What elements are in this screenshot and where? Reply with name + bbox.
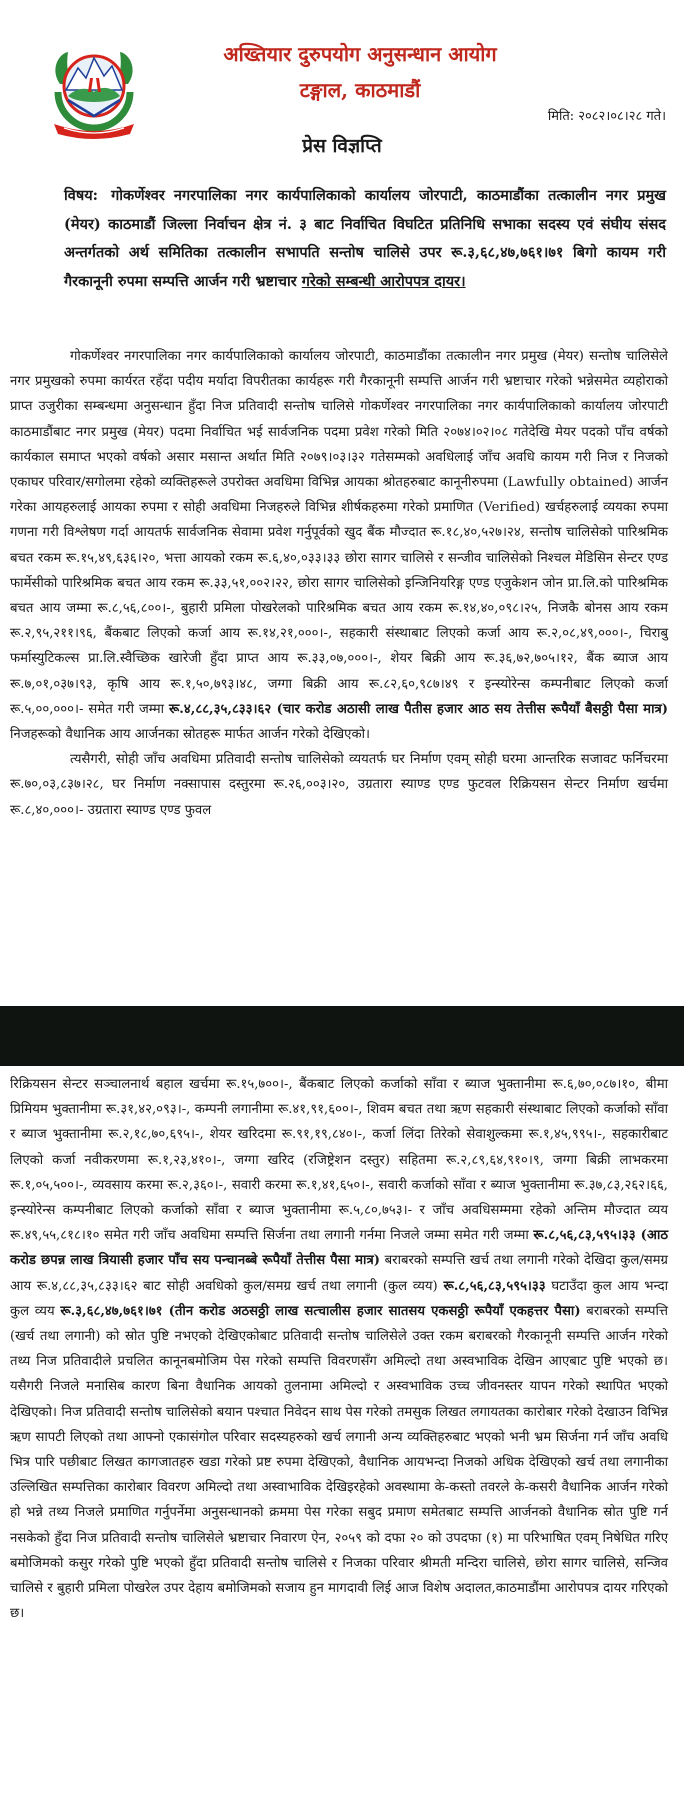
conclusion-text: बराबरको सम्पत्ति (खर्च तथा लगानी) को स्रोत पुष्टि नभएको देखिएकोबाट प्रतिवादी सन्तोष चालिसेले उक्त रकम बराबरको गैरकानूनी सम्पत्ति आर्जन गरेको तथ्य निज प्रतिवादीले प्रचलित कानूनबमोजिम पेस गरेको सम्पत्ति विवरणसँग अमिल्दो तथा अस्वभाविक देखिन आएबाट पुष्टि भएको छ।यसैगरी निजले मनासिब कारण बिना वैधानिक आयको तुलनामा अमिल्दो र अस्वभाविक उच्च जीवनस्तर यापन गरेको स्थापित भएको देखिएको। निज प्रतिवादी सन्तोष चालिसेको बयान पश्चात निवेदन साथ पेस गरेको तमसुक लिखत लगायतका कारोबार गरेको देखाउन विभिन्न ऋण सापटी लिएको तथा आफ्नो एकासंगोल परिवार सदस्यहरुको खर्च लगानी अन्य व्यक्तिहरुबाट भएको भनी भ्रम सिर्जना गर्न जाँच अवधि भित्र पारि पछीबाट लिखत कागजातहरु खडा गरेको प्रष्ट रुपमा देखिएको, वैधानिक आयभन्दा निजको अधिक देखिएको खर्च तथा लगानीका उल्लिखित सम्पत्तिका कारोबार विवरण अमिल्दो तथा अस्वाभाविक देखिइरहेको अवस्थामा के-कस्तो तवरले के-कसरी वैधानिक आर्जन गरेको हो भन्ने तथ्य निजले प्रमाणित गर्नुपर्नेमा अनुसन्धानको क्रममा पेस गरेका सबुद प्रमाण समेतबाट सम्पत्ति आर्जनको वैधानिक स्रोत पुष्टि गर्न नसकेको हुँदा निज प्रतिवादी सन्तोष चालिसेले भ्रष्टाचार निवारण ऐन, २०५९ को दफा २० को उपदफा (१) मा परिभाषित एवम् निषेधित गरिए बमोजिमको कसुर गरेको पुष्टि भएको हुँदा प्रतिवादी सन्तोष चालिसे र निजका परिवार श्रीमती मन्दिरा चालिसे, छोरा सागर चालिसे, सन्जिव चालिसे र बुहारी प्रमिला पोखरेल उपर देहाय बमोजिमको सजाय हुन मागदावी लिई आज विशेष अदालत,काठमाडौंमा आरोपपत्र दायर गरिएको छ। [10, 1303, 668, 1622]
page2-body [10, 1072, 668, 1626]
date-text: मिति: २०८२।०८।२८ गते। [547, 109, 666, 124]
income-text-end: निजहरूको वैधानिक आय आर्जनका स्रोतहरू मार्फत आर्जन गरेको देखिएको। [10, 727, 371, 743]
total-income-amount: रू.४,८८,३५,८३३।६२ (चार करोड अठासी लाख पैतीस हजार आठ सय तेत्तीस रूपैयाँ बैसठ्ठी पैसा मात्र) [169, 701, 668, 717]
nepal-emblem-icon [38, 40, 150, 144]
total-expense-amount: रू.८,५६,८३,५९५।३३ (आठ करोड छपन्न लाख त्रियासी हजार पाँच सय पन्चानब्बे रूपैयाँ तेत्तीस पैसा मात्र) [10, 1228, 668, 1269]
paragraph-expense [10, 747, 668, 823]
subject-block [64, 182, 666, 296]
subject-text: गोकर्णेश्वर नगरपालिका नगर कार्यपालिकाको कार्यालय जोरपाटी, काठमाडौंका तत्कालीन नगर प्रमुख (मेयर) काठमाडौं जिल्ला निर्वाचन क्षेत्र नं. ३ बाट निर्वाचित विघटित प्रतिनिधि सभाका सदस्य एवं संघीय संसद अन्तर्गतको अर्थ समितिका तत्कालीन सभापति सन्तोष चालिसे उपर रू.३,६८,४७,७६१।७१ बिगो कायम गरी गैरकानूनी रुपमा सम्पत्ति आर्जन गरी भ्रष्टाचार [64, 187, 666, 290]
page-divider [0, 1006, 684, 1066]
total-expense-amount-repeat: रू.८,५६,८३,५९५।३३ [443, 1278, 546, 1294]
paragraph-income [10, 344, 668, 747]
press-release-page-2 [0, 1066, 684, 1816]
subject-label: विषय: [64, 187, 98, 204]
income-text: गोकर्णेश्वर नगरपालिका नगर कार्यपालिकाको कार्यालय जोरपाटी, काठमाडौंका तत्कालीन नगर प्रमुख (मेयर) सन्तोष चालिसेले नगर प्रमुखको रुपमा कार्यरत रहँदा पदीय मर्यादा विपरीतका कार्यहरू गरी गैरकानूनी सम्पत्ति आर्जन गरी भ्रष्टाचार गरेको भन्नेसमेत व्यहोराको प्राप्त उजुरीका सम्बन्धमा अनुसन्धान हुँदा निज प्रतिवादी सन्तोष चालिसे गोकर्णेश्वर नगरपालिका नगर कार्यपालिकाको कार्यालय जोरपाटी काठमाडौंबाट नगर प्रमुख (मेयर) पदमा निर्वाचित भई सार्वजनिक पदमा प्रवेश गरेको मिति २०७४।०२।०८ गतेदेखि मेयर पदको पाँच वर्षको कार्यकाल समाप्त भएको वर्षको असार मसान्त अर्थात मिति २०७९।०३।३२ गतेसम्मको अवधिलाई जाँच अवधि कायम गरी निज र निजको एकाघर परिवार/सगोलमा रहेको व्यक्तिहरूले उपरोक्त अवधिमा विभिन्न आयका श्रोतहरुबाट कानूनीरुपमा (Lawfully obtained) आर्जन गरेका आयहरुलाई आयका रुपमा र सोही अवधिमा निजहरुले विभिन्न शीर्षकहरुमा गरेको प्रमाणित (Verified) खर्चहरुलाई व्ययका रुपमा गणना गरी विश्लेषण गर्दा आयतर्फ सार्वजनिक सेवामा प्रवेश गर्नुपूर्वको खुद बैंक मौज्दात रू.१८,४०,५२७।२४, सन्तोष चालिसेको पारिश्रमिक बचत रकम रू.१५,४९,६३६।२०, भत्ता आयको रकम रू.६,४०,०३३।३३ छोरा सागर चालिसे र सन्जीव चालिसेको निश्चल मेडिसिन सेन्टर एण्ड फार्मेसीको पारिश्रमिक बचत आय रकम रू.३३,५१,००२।२२, छोरा सागर चालिसेको इन्जिनियरिङ्ग एण्ड एजुकेशन जोन प्रा.लि.को पारिश्रमिक बचत आय जम्मा रू.८,५६,८००।-, बुहारी प्रमिला पोखरेलको पारिश्रमिक बचत आय रकम रू.१४,४०,०९८।२५, निजकै बोनस आय रकम रू.२,९५,२११।९६, बैंकबाट लिएको कर्जा आय रू.१४,२१,०००।-, सहकारी संस्थाबाट लिएको कर्जा आय रू.२,०८,४९,०००।-, चिराबु फर्मास्युटिकल्स प्रा.लि.स्वैच्छिक खारेजी हुँदा प्राप्त आय रू.३३,०७,०००।-, शेयर बिक्री आय रू.३६,७२,७०५।१२, बैंक ब्याज आय रू.७,०१,०३७।९३, कृषि आय रू.१,५०,७९३।४८, जग्गा बिक्री आय रू.८२,६०,९८७।४९ र इन्स्योरेन्स कम्पनीबाट लिएको कर्जा रू.५,००,०००।- समेत गरी जम्मा [10, 349, 668, 717]
press-release-title: प्रेस विज्ञप्ति [302, 135, 382, 157]
org-address: टङ्गाल, काठमाडौं [299, 78, 421, 102]
page1-body [10, 344, 668, 823]
unexplained-wealth-amount: रू.३,६८,४७,७६१।७१ (तीन करोड अठसठ्ठी लाख सत्चालीस हजार सातसय एकसठ्ठी रूपैयाँ एकहत्तर पैसा) [60, 1303, 581, 1319]
paragraph-expense-continued [10, 1072, 668, 1626]
subject-text-end: गरेको सम्बन्धी आरोपपत्र दायर। [301, 272, 466, 290]
comparison-text-2: घटाउँदा कुल आय भन्दा कुल व्यय [10, 1278, 669, 1319]
expense-list-text: रिक्रियसन सेन्टर सञ्चालनार्थ बहाल खर्चमा रू.१५,७००।-, बैंकबाट लिएको कर्जाको साँवा र ब्याज भुक्तानीमा रू.६,७०,०८७।१०, बीमा प्रिमियम भुक्तानीमा रू.३१,४२,०९३।-, कम्पनी लगानीमा रू.४१,९१,६००।-, शिवम बचत तथा ऋण सहकारी संस्थाबाट लिएको कर्जाको साँवा र ब्याज भुक्तानीमा रू.२,१८,७०,६९५।-, शेयर खरिदमा रू.९१,१९,८४०।-, कर्जा लिंदा तिरेको सेवाशुल्कमा रू.१,४५,९९५।-, सहकारीबाट लिएको कर्जा नवीकरणमा रू.१,२३,४१०।-, जग्गा खरिद (रजिष्ट्रेशन दस्तुर) सहितमा रू.२,८९,६४,९१०।९, जग्गा बिक्री लाभकरमा रू.१,०५,५००।-, व्यवसाय करमा रू.२,३६०।-, सवारी करमा रू.१,४१,६५०।-, सवारी कर्जाको साँवा र ब्याज भुक्तानीमा रू.३७,८३,२६२।६६, इन्स्योरेन्स कम्पनीबाट लिएको कर्जाको साँवा र ब्याज भुक्तानीमा रू.५,८०,७५३।- र जाँच अवधिसम्ममा रहेको अन्तिम मौज्दात व्यय रू.४९,५५,८१८।१० समेत गरी जाँच अवधिमा सम्पत्ति सिर्जना तथा लगानी गर्नमा निजले जम्मा समेत गरी जम्मा [10, 1077, 668, 1244]
expense-text: त्यसैगरी, सोही जाँच अवधिमा प्रतिवादी सन्तोष चालिसेको व्ययतर्फ घर निर्माण एवम् सोही घरमा आन्तरिक सजावट फर्निचरमा रू.७०,०३,८३७।२८, घर निर्माण नक्सापास दस्तुरमा रू.२६,००३।२०, उग्रतारा स्याण्ड एण्ड फुटवल रिक्रियसन सेन्टर निर्माण खर्चमा रू.८,४०,०००।- उग्रतारा स्याण्ड एण्ड फुवल [10, 752, 668, 818]
comparison-text: बराबरको सम्पत्ति खर्च तथा लगानी गरेको देखिदा कुल/समग्र आय रू.४,८८,३५,८३३।६२ बाट सोही अवधिको कुल/समग्र खर्च तथा लगानी (कुल व्यय) [10, 1253, 668, 1294]
org-title: अख्तियार दुरुपयोग अनुसन्धान आयोग [223, 42, 497, 66]
